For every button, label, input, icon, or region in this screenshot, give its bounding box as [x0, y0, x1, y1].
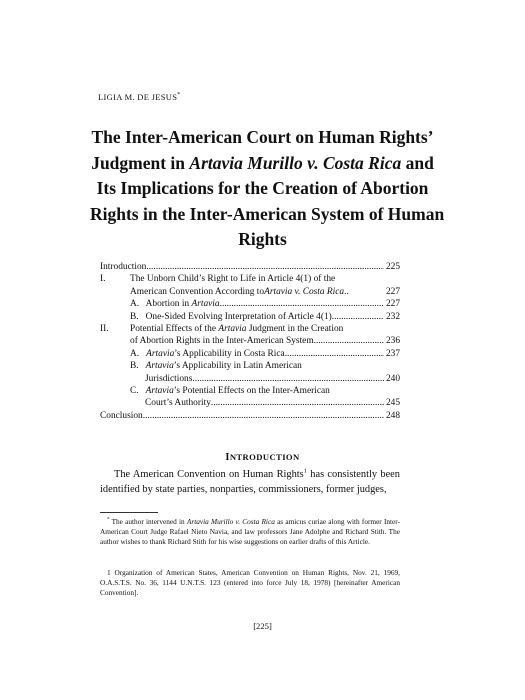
toc-section-2-line-1[interactable]: II. Potential Effects of the Artavia Judgment in the Creation	[100, 324, 344, 335]
footnote-author: * The author intervened in Artavia Murillo v. Costa Rica as amicus curiae along with former Inter-American Court Judge Rafael Nieto Navia, and law professors Jane Adolphe and Richard Stith. The author wishes to thank Richard Stith for his wise suggestions on earlier drafts of this Article.	[100, 517, 401, 547]
toc-section-2a[interactable]: A. Artavia ’s Applicability in Costa Rica ..... 237	[100, 348, 400, 360]
body-paragraph: The American Convention on Human Rights$^1$ has consistently been identified by state parties, nonparties, commissioners, former judges,	[100, 467, 400, 495]
title-line-4: Rights in the Inter-American System of Human	[90, 203, 445, 224]
table-of-contents	[100, 261, 400, 422]
author-name: LIGIA M. DE JESUS*	[98, 92, 181, 102]
section-heading-introduction: INTRODUCTION	[225, 452, 300, 463]
toc-section-2-line-2[interactable]: of Abortion Rights in the Inter-American System ..... 236	[100, 335, 400, 347]
article-title	[90, 125, 445, 253]
page-number: [225]	[253, 621, 272, 631]
author-footnote-mark: *	[177, 92, 181, 99]
toc-conclusion[interactable]: Conclusion ..... 248	[100, 410, 400, 422]
title-line-2: Judgment in Artavia Murillo v. Costa Rica and	[91, 152, 434, 173]
toc-section-2b-line-2[interactable]: Jurisdictions ..... 240	[100, 373, 400, 385]
title-line-5: Rights	[238, 229, 287, 249]
footnote-ref-1[interactable]: 1	[303, 467, 307, 475]
toc-introduction[interactable]: Introduction ..... 225	[100, 261, 400, 273]
toc-section-2c-line-1[interactable]: C. Artavia’s Potential Effects on the Inter-American	[130, 386, 330, 397]
toc-section-1-line-2[interactable]: American Convention According to Artavia v. Costa Rica .. 227	[130, 286, 400, 297]
toc-section-2b-line-1[interactable]: B. Artavia’s Applicability in Latin American	[130, 361, 302, 372]
title-line-1: The Inter-American Court on Human Rights’	[91, 127, 434, 147]
toc-section-1a[interactable]: A. Abortion in Artavia ..... 227	[100, 298, 400, 310]
toc-section-1b[interactable]: B. One-Sided Evolving Interpretation of Article 4(1) ..... 232	[100, 311, 400, 323]
toc-section-1-line-1[interactable]: I. The Unborn Child’s Right to Life in Article 4(1) of the	[100, 274, 336, 285]
footnote-divider	[100, 512, 158, 513]
toc-section-2c-line-2[interactable]: Court’s Authority ..... 245	[100, 397, 400, 409]
footnote-1: 1 Organization of American States, American Convention on Human Rights, Nov. 21, 1969, O.A.S.T.S. No. 36, 1144 U.N.T.S. 123 (entered into force July 18, 1978) [hereinafter American Convention].	[100, 568, 400, 598]
title-line-3: Its Implications for the Creation of Abortion	[96, 178, 429, 198]
